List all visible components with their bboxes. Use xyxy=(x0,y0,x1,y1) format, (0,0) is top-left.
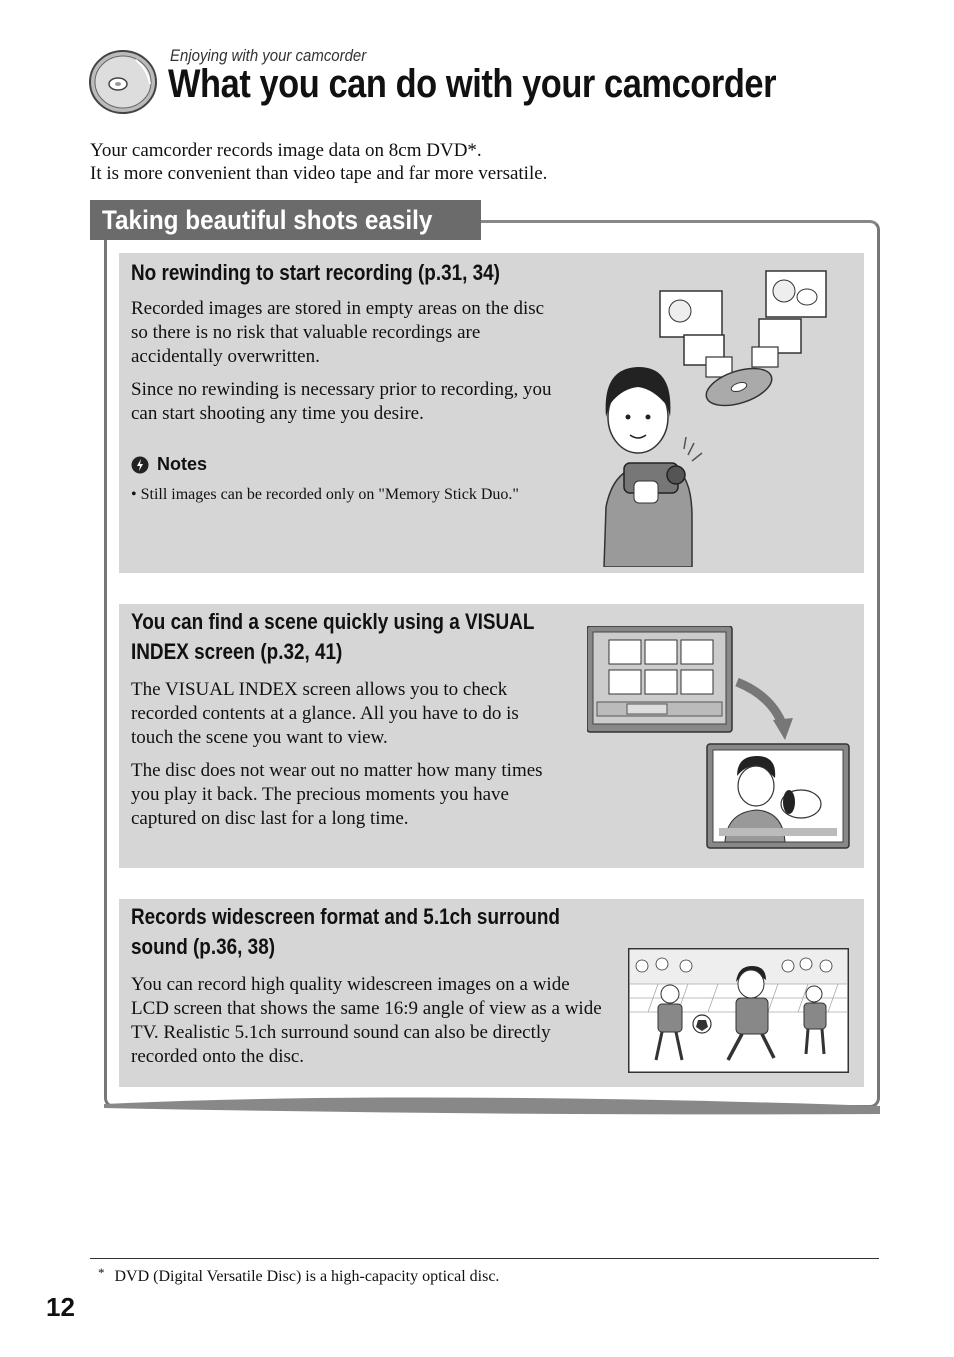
panel-body xyxy=(131,297,561,426)
panel-heading: No rewinding to start recording (p.31, 34) xyxy=(131,260,500,285)
page-title: What you can do with your camcorder xyxy=(168,62,777,106)
panel-heading-line-2: INDEX screen (p.32, 41) xyxy=(131,639,343,664)
panel-heading-line-2: sound (p.36, 38) xyxy=(131,934,276,959)
panel-paragraph: You can record high quality widescreen images on a wide LCD screen that shows the same 16:9 angle of view as a wide TV. Realistic 5.1ch surround sound can also be directly recorded onto the disc. xyxy=(131,974,602,1067)
section-tab xyxy=(90,200,481,240)
section-title: Taking beautiful shots easily xyxy=(102,205,433,235)
note-text: Still images can be recorded only on "Memory Stick Duo." xyxy=(140,486,519,503)
intro-text xyxy=(90,139,547,185)
footnote-divider xyxy=(90,1258,879,1259)
panel-body xyxy=(131,973,607,1069)
intro-line-2: It is more convenient than video tape and far more versatile. xyxy=(90,163,548,184)
soccer-widescreen-illustration xyxy=(628,948,849,1073)
disc-icon xyxy=(88,46,158,116)
visual-index-illustration xyxy=(587,626,857,854)
panel-heading-line-1: Records widescreen format and 5.1ch surround xyxy=(131,904,560,929)
camcorder-user-illustration xyxy=(594,267,864,567)
notes-label: Notes xyxy=(157,454,208,474)
section-kicker: Enjoying with your camcorder xyxy=(170,46,367,65)
panel-visual-index xyxy=(119,604,864,868)
panel-heading-line-1: You can find a scene quickly using a VISUAL xyxy=(131,609,535,634)
page-number: 12 xyxy=(46,1292,75,1322)
notes-heading xyxy=(131,454,207,475)
frame-shadow xyxy=(104,1092,880,1122)
panel-widescreen xyxy=(119,899,864,1087)
footnote-text: DVD (Digital Versatile Disc) is a high-capacity optical disc. xyxy=(114,1268,500,1285)
panel-paragraph: The VISUAL INDEX screen allows you to check recorded contents at a glance. All you have to do is touch the scene you want to view. xyxy=(131,679,519,748)
intro-line-1: Your camcorder records image data on 8cm DVD*. xyxy=(90,140,482,161)
footnote xyxy=(98,1265,499,1286)
panel-paragraph: Since no rewinding is necessary prior to recording, you can start shooting any time you desire. xyxy=(131,379,552,424)
panel-no-rewinding xyxy=(119,253,864,573)
panel-paragraph: Recorded images are stored in empty areas on the disc so there is no risk that valuable recordings are accidentally overwritten. xyxy=(131,298,545,367)
notes-icon xyxy=(131,456,149,474)
note-item: • Still images can be recorded only on "Memory Stick Duo." xyxy=(131,486,519,503)
footnote-mark: * xyxy=(98,1265,105,1280)
panel-paragraph: The disc does not wear out no matter how many times you play it back. The precious moments you have captured on disc last for a long time. xyxy=(131,760,543,829)
panel-body xyxy=(131,678,561,831)
